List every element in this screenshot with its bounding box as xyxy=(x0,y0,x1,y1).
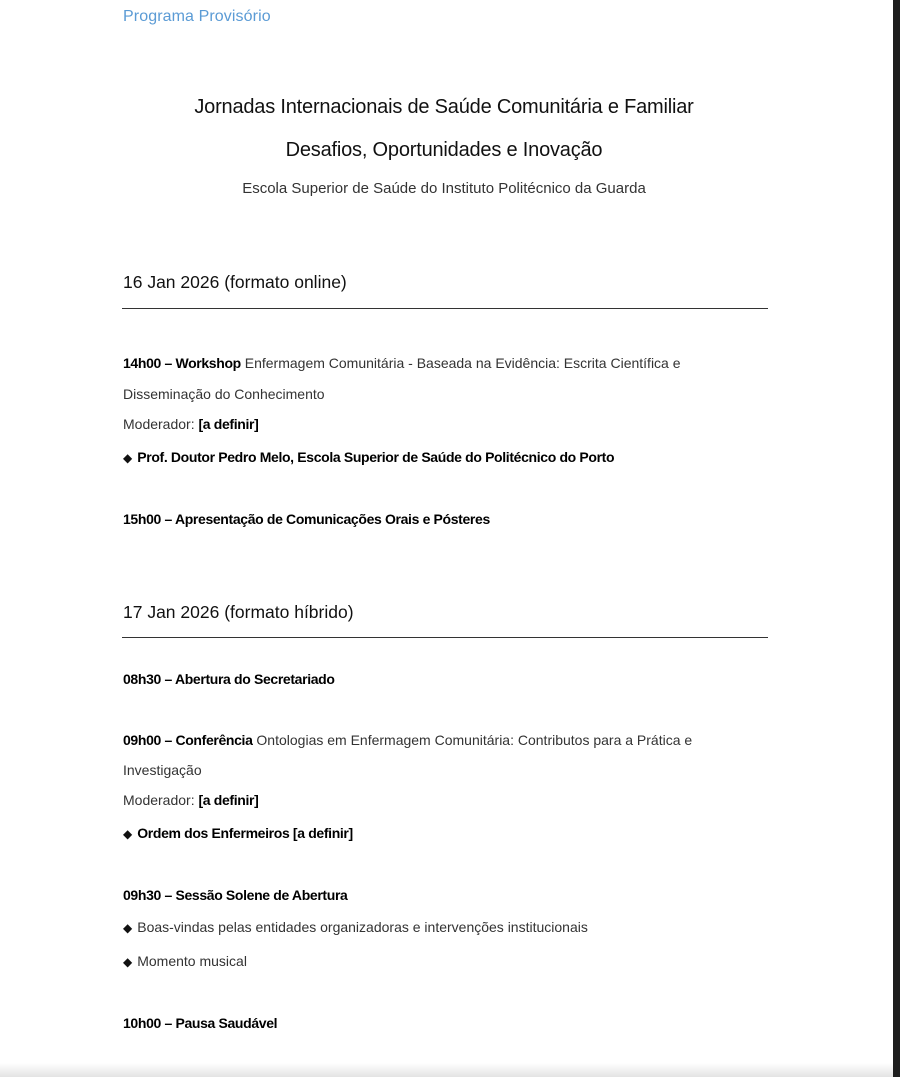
workshop-line1 xyxy=(123,355,681,371)
day1-divider xyxy=(122,308,768,309)
document-header-label: Programa Provisório xyxy=(123,8,271,25)
bottom-shadow xyxy=(0,1063,893,1077)
moderator-value: [a definir] xyxy=(198,792,259,808)
workshop-speaker xyxy=(123,449,614,465)
window-edge xyxy=(893,0,900,1077)
diamond-bullet-icon: ◆ xyxy=(123,827,133,841)
day2-divider xyxy=(122,637,768,638)
conference-moderator xyxy=(123,792,258,808)
event-subtitle: Desafios, Oportunidades e Inovação xyxy=(285,139,603,161)
session-item xyxy=(123,887,347,903)
event-title: Jornadas Internacionais de Saúde Comunitária e Familiar xyxy=(194,96,694,118)
session-item-text: Boas-vindas pelas entidades organizadoras e intervenções institucionais xyxy=(137,919,588,935)
break-time: 10h00 – Pausa Saudável xyxy=(123,1015,278,1031)
presentations-time: 15h00 – Apresentação de Comunicações Orais e Pósteres xyxy=(123,511,490,527)
session-item-text: Momento musical xyxy=(137,953,247,969)
workshop-moderator xyxy=(123,416,258,432)
session-bullet-2 xyxy=(123,953,247,969)
session-bullet-1 xyxy=(123,919,588,935)
diamond-bullet-icon: ◆ xyxy=(123,451,133,465)
day2-heading: 17 Jan 2026 (formato híbrido) xyxy=(123,602,354,622)
conference-title-cont: Investigação xyxy=(123,762,202,778)
conference-line1 xyxy=(123,732,692,748)
day1-heading: 16 Jan 2026 (formato online) xyxy=(123,272,347,292)
diamond-bullet-icon: ◆ xyxy=(123,921,133,935)
conference-time: 09h00 – Conferência xyxy=(123,732,253,748)
presentations-item xyxy=(123,511,490,527)
secretariat-time: 08h30 – Abertura do Secretariado xyxy=(123,671,335,687)
workshop-title: Enfermagem Comunitária - Baseada na Evidência: Escrita Científica e xyxy=(240,355,681,371)
workshop-time: 14h00 – Workshop xyxy=(123,355,241,371)
moderator-label: Moderador: xyxy=(123,416,199,432)
moderator-value: [a definir] xyxy=(198,416,259,432)
session-time: 09h30 – Sessão Solene de Abertura xyxy=(123,887,348,903)
break-item xyxy=(123,1015,277,1031)
moderator-label: Moderador: xyxy=(123,792,199,808)
speaker-name: Ordem dos Enfermeiros [a definir] xyxy=(137,825,353,841)
diamond-bullet-icon: ◆ xyxy=(123,955,133,969)
institution-name: Escola Superior de Saúde do Instituto Politécnico da Guarda xyxy=(242,180,646,197)
conference-title: Ontologias em Enfermagem Comunitária: Contributos para a Prática e xyxy=(252,732,693,748)
conference-speaker xyxy=(123,825,353,841)
workshop-title-cont: Disseminação do Conhecimento xyxy=(123,386,325,402)
speaker-name: Prof. Doutor Pedro Melo, Escola Superior de Saúde do Politécnico do Porto xyxy=(137,449,615,465)
secretariat-item xyxy=(123,671,335,687)
